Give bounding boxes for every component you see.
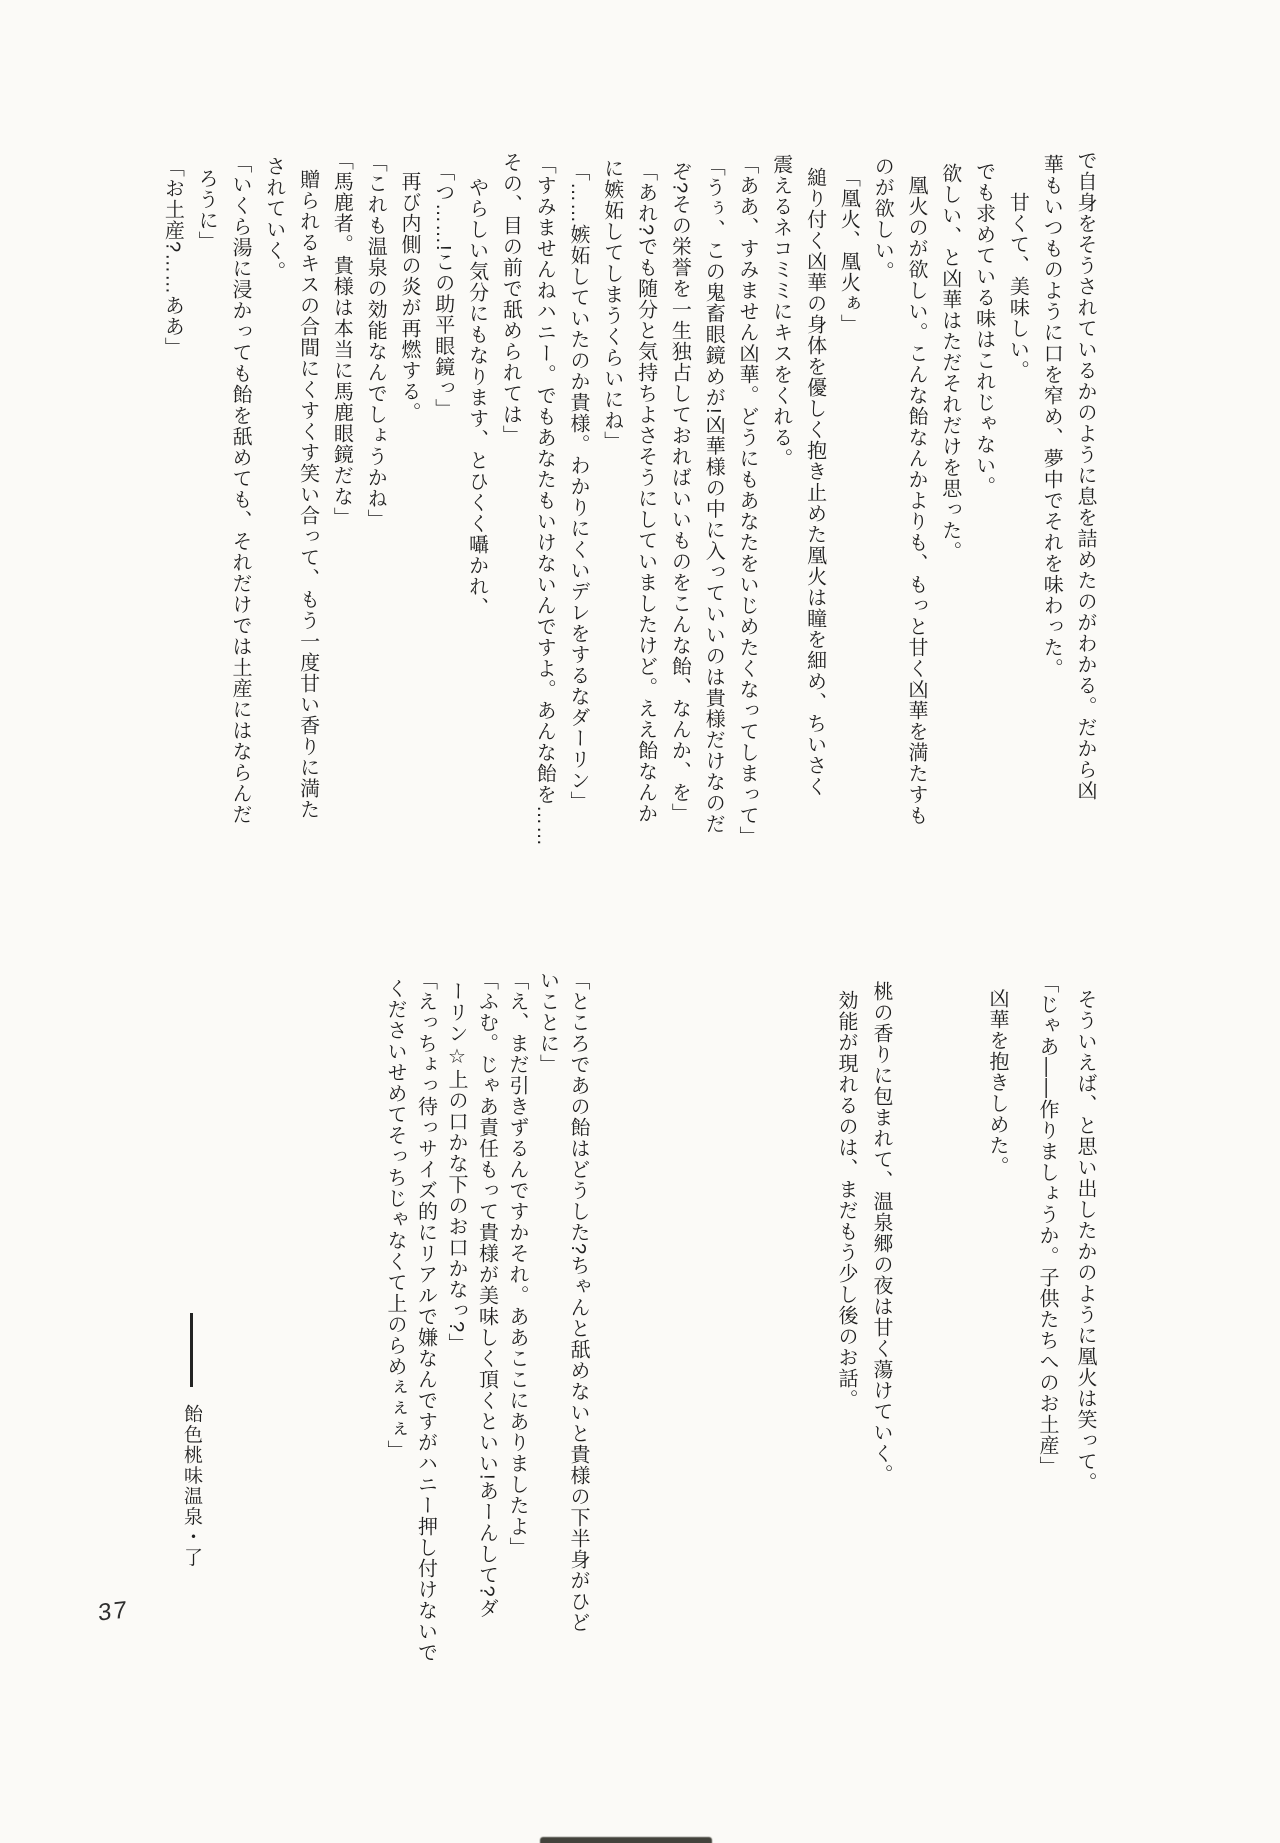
text-column: 甘くて、美味しい。 — [1006, 192, 1029, 381]
text-column: 「これも温泉の効能なんでしょうかね」 — [364, 152, 387, 531]
text-column: 「……嫉妬していたのか貴様。わかりにくいデレをするなダーリン」 — [567, 160, 589, 812]
text-column: 「えっちょっ待っサイズ的にリアルで嫌なんですがハニー押し付けないで — [414, 970, 437, 1663]
text-column: ぞ?その栄誉を一生独占しておればいいものをこんな飴、なんか、を」 — [668, 160, 691, 824]
text-column: 縋り付く凶華の身体を優しく抱き止めた凰火は瞳を細め、ちいさく — [803, 166, 826, 797]
text-column: 効能が現れるのは、まだもう少し後のお話。 — [835, 989, 857, 1410]
text-column: やらしい気分にもなります、とひくく囁かれ、 — [465, 177, 488, 619]
text-column: されていく。 — [262, 156, 285, 283]
text-column: に嫉妬してしまうくらいにね」 — [600, 158, 623, 453]
page-number: 37 — [98, 1596, 129, 1627]
text-column: 「いくら湯に浸かっても飴を舐めても、それだけでは土産にはならんだ — [229, 153, 251, 826]
text-column: 凰火のが欲しい。こんな飴なんかよりも、もっと甘く凶華を満たすも — [905, 175, 927, 827]
text-column: 華もいつものように口を窄め、夢中でそれを味わった。 — [1040, 154, 1063, 680]
story-end-title: 飴色桃味温泉・了 — [181, 1404, 202, 1568]
text-column: 震えるネコミミにキスをくれる。 — [769, 154, 792, 470]
text-column: 「つ……!この助平眼鏡っ」 — [431, 160, 454, 420]
text-column: のが欲しい。 — [871, 156, 894, 283]
text-column: 「馬鹿者。貴様は本当に馬鹿眼鏡だな」 — [330, 150, 353, 528]
text-column: くださいせめてそっちじゃなくて上のらめぇぇぇ」 — [384, 978, 406, 1462]
text-column: 「じゃあ――作りましょうか。子供たちへのお土産」 — [1036, 973, 1058, 1478]
text-column: 「凰火、凰火ぁ」 — [837, 166, 860, 335]
text-column: 贈られるキスの合間にくすくす笑い合って、もう一度甘い香りに満た — [296, 168, 319, 820]
text-column: そういえば、と思い出したかのように凰火は笑って。 — [1074, 988, 1096, 1493]
text-column: 「ああ、すみません凶華。どうにもあなたをいじめたくなってしまって」 — [736, 154, 758, 848]
text-column: 「あれ?でも随分と気持ちよさそうにしていましたけど。ええ飴なんか — [634, 160, 657, 824]
text-column: 再び内側の炎が再燃する。 — [398, 171, 420, 423]
text-column: ーリン☆上の口かな下のお口かなっ?」 — [445, 980, 467, 1354]
text-column: 「え、まだ引きずるんですかそれ。ああここにありましたよ」 — [506, 970, 528, 1558]
text-column: 「うぅ、この鬼畜眼鏡めが!凶華様の中に入っていいのは貴様だけなのだ — [702, 156, 725, 835]
text-column: 「すみませんねハニー。でもあなたもいけないんですよ。あんな飴を…… — [533, 154, 556, 848]
text-column: 欲しい、と凶華はただそれだけを思った。 — [938, 162, 961, 562]
text-column: 凶華を抱きしめた。 — [986, 987, 1008, 1177]
text-column: 「お土産?……ああ」 — [161, 157, 184, 359]
text-column: 「ところであの飴はどうした?ちゃんと舐めないと貴様の下半身がひど — [567, 970, 589, 1634]
scan-artifact — [540, 1837, 712, 1843]
text-column: いことに」 — [536, 970, 559, 1075]
text-column: ろうに」 — [195, 167, 218, 252]
text-column: で自身をそうされているかのように息を詰めたのがわかる。だから凶 — [1074, 150, 1096, 801]
text-column: でも求めている味はこれじゃない。 — [972, 160, 995, 497]
text-column: その、目の前で舐められては」 — [499, 152, 522, 447]
colophon-dash — [190, 1313, 193, 1387]
text-column: 桃の香りに包まれて、温泉郷の夜は甘く蕩けていく。 — [870, 980, 892, 1485]
text-column: 「ふむ。じゃあ責任もって貴様が美味しく頂くといい!あーんして?ダ — [475, 970, 498, 1619]
